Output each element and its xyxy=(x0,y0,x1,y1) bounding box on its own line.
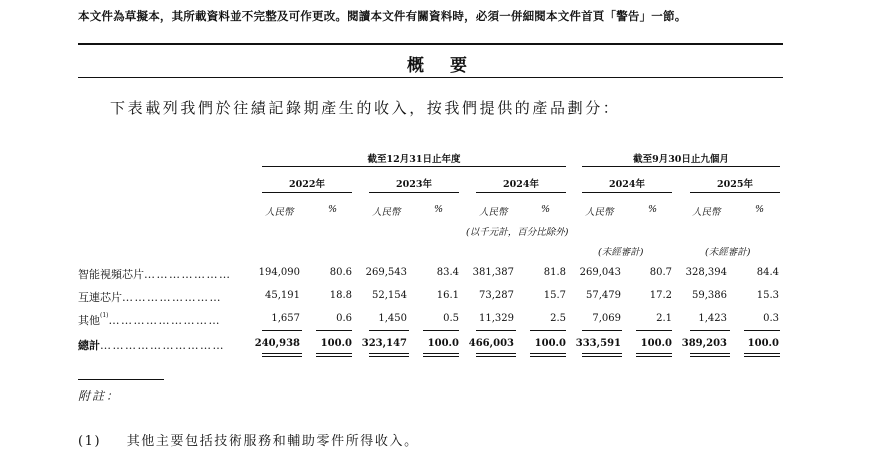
year-rule xyxy=(690,192,780,193)
group-header-annual-rule xyxy=(262,166,566,167)
total-cell: 100.0 xyxy=(320,338,352,349)
group-header-annual: 截至12月31日止年度 xyxy=(367,154,461,165)
unit-note: (以千元計，百分比除外) xyxy=(466,227,569,238)
total-double-rule xyxy=(744,356,780,357)
percent-label: % xyxy=(541,204,551,215)
footnote-marker: (1) xyxy=(100,312,109,319)
percent-label: % xyxy=(755,204,765,215)
intro-paragraph: 下表載列我們於往績記錄期產生的收入，按我們提供的產品劃分： xyxy=(110,99,621,117)
percent-label: % xyxy=(648,204,658,215)
total-double-rule xyxy=(262,353,302,354)
currency-label: 人民幣 xyxy=(372,207,401,218)
cell: 15.7 xyxy=(543,290,566,301)
section-title: 概要 xyxy=(407,56,493,76)
footnote-1 xyxy=(78,430,419,449)
total-double-rule xyxy=(582,356,622,357)
cell: 57,479 xyxy=(586,290,621,301)
cell: 59,386 xyxy=(692,290,727,301)
cell: 83.4 xyxy=(436,267,459,278)
cell: 80.7 xyxy=(649,267,672,278)
subtotal-rule xyxy=(316,330,352,331)
subtotal-rule xyxy=(690,330,730,331)
year-rule xyxy=(262,192,352,193)
cell: 17.2 xyxy=(649,290,672,301)
unaudited-note-2025: (未經審計) xyxy=(705,247,751,258)
year-rule xyxy=(476,192,566,193)
total-cell: 466,003 xyxy=(468,338,514,349)
cell: 81.8 xyxy=(543,267,566,278)
notes-title: 附註： xyxy=(78,389,121,403)
cell: 0.3 xyxy=(763,313,779,324)
cell: 84.4 xyxy=(756,267,779,278)
total-double-rule xyxy=(423,353,459,354)
year-header-2022: 2022年 xyxy=(289,179,325,190)
cell: 80.6 xyxy=(329,267,352,278)
total-double-rule xyxy=(262,356,302,357)
total-cell: 389,203 xyxy=(681,338,727,349)
cell: 1,450 xyxy=(378,313,407,324)
subtotal-rule xyxy=(423,330,459,331)
notes-rule xyxy=(78,379,164,380)
cell: 194,090 xyxy=(258,267,300,278)
footnote-marker: (1) xyxy=(78,434,102,449)
cell: 2.5 xyxy=(550,313,566,324)
percent-label: % xyxy=(328,204,338,215)
total-cell: 323,147 xyxy=(361,338,407,349)
cell: 73,287 xyxy=(479,290,514,301)
currency-label: 人民幣 xyxy=(265,207,294,218)
total-double-rule xyxy=(316,356,352,357)
cell: 269,043 xyxy=(579,267,621,278)
cell: 0.5 xyxy=(443,313,459,324)
subtotal-rule xyxy=(476,330,516,331)
group-header-nine-months-rule xyxy=(582,166,780,167)
footnote-text: 其他主要包括技術服務和輔助零件所得收入。 xyxy=(126,434,419,449)
total-double-rule xyxy=(636,353,672,354)
year-rule xyxy=(582,192,672,193)
total-cell: 333,591 xyxy=(575,338,621,349)
total-double-rule xyxy=(530,356,566,357)
total-double-rule xyxy=(423,356,459,357)
cell: 269,543 xyxy=(365,267,407,278)
total-cell: 240,938 xyxy=(254,338,300,349)
subtotal-rule xyxy=(582,330,622,331)
cell: 1,657 xyxy=(271,313,300,324)
total-double-rule xyxy=(369,356,409,357)
total-double-rule xyxy=(316,353,352,354)
row-label: 互連芯片…………………… xyxy=(78,291,222,304)
cell: 2.1 xyxy=(656,313,672,324)
subtotal-rule xyxy=(636,330,672,331)
subtotal-rule xyxy=(262,330,302,331)
row-label: 其他$^{(1)}$……………………… xyxy=(78,312,221,327)
currency-label: 人民幣 xyxy=(585,207,614,218)
year-header-2025-9m: 2025年 xyxy=(717,179,753,190)
total-double-rule xyxy=(636,356,672,357)
currency-label: 人民幣 xyxy=(692,207,721,218)
subtotal-rule xyxy=(744,330,780,331)
title-top-rule xyxy=(78,43,783,45)
percent-label: % xyxy=(434,204,444,215)
unaudited-note-2024: (未經審計) xyxy=(598,247,644,258)
total-double-rule xyxy=(530,353,566,354)
cell: 1,423 xyxy=(698,313,727,324)
total-double-rule xyxy=(582,353,622,354)
total-double-rule xyxy=(744,353,780,354)
draft-notice: 本文件為草擬本，其所載資料並不完整及可作更改。閱讀本文件有關資料時，必須一併細閱本文件首頁「警告」一節。 xyxy=(78,9,687,23)
title-bottom-rule xyxy=(78,77,783,78)
year-header-2024-9m: 2024年 xyxy=(609,179,645,190)
total-double-rule xyxy=(476,353,516,354)
total-double-rule xyxy=(690,353,730,354)
cell: 7,069 xyxy=(592,313,621,324)
cell: 0.6 xyxy=(336,313,352,324)
cell: 11,329 xyxy=(479,313,514,324)
total-double-rule xyxy=(476,356,516,357)
total-row-label: 總計………………………… xyxy=(78,339,225,352)
cell: 16.1 xyxy=(436,290,459,301)
cell: 328,394 xyxy=(685,267,727,278)
total-double-rule xyxy=(690,356,730,357)
year-header-2023: 2023年 xyxy=(396,179,432,190)
year-header-2024: 2024年 xyxy=(503,179,539,190)
total-cell: 100.0 xyxy=(427,338,459,349)
subtotal-rule xyxy=(530,330,566,331)
currency-label: 人民幣 xyxy=(479,207,508,218)
total-cell: 100.0 xyxy=(534,338,566,349)
total-double-rule xyxy=(369,353,409,354)
cell: 381,387 xyxy=(472,267,514,278)
group-header-nine-months: 截至9月30日止九個月 xyxy=(633,154,729,165)
cell: 52,154 xyxy=(372,290,407,301)
cell: 15.3 xyxy=(756,290,779,301)
subtotal-rule xyxy=(369,330,409,331)
total-cell: 100.0 xyxy=(747,338,779,349)
cell: 45,191 xyxy=(265,290,300,301)
total-cell: 100.0 xyxy=(640,338,672,349)
row-label: 智能視頻芯片………………… xyxy=(78,268,232,281)
cell: 18.8 xyxy=(329,290,352,301)
year-rule xyxy=(369,192,459,193)
